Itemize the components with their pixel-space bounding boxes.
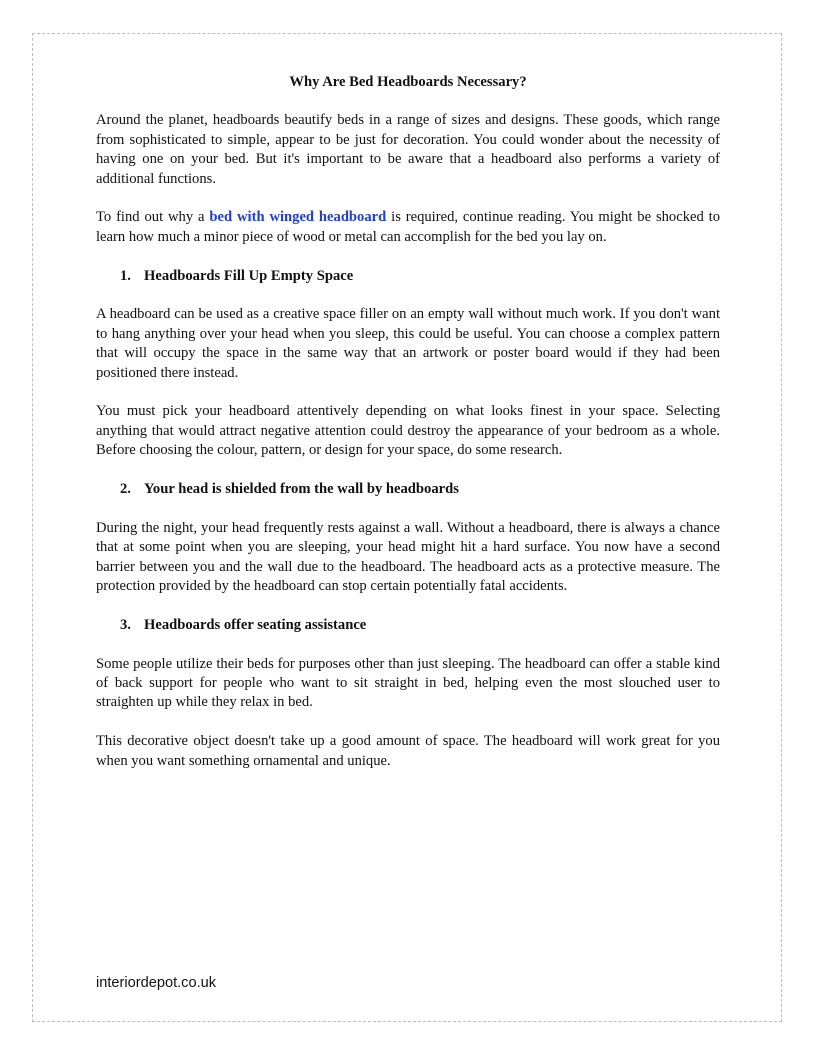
section-1-heading bbox=[120, 267, 720, 286]
section-3-heading-text: Headboards offer seating assistance bbox=[144, 616, 367, 633]
footer-website: interiordepot.co.uk bbox=[96, 975, 217, 991]
section-1-paragraph-1: A headboard can be used as a creative space filler on an empty wall without much work. If you don't want to hang anything over your head when you sleep, this could be useful. You can choose a complex pattern that will occupy the space in the same way that an artwork or poster board would if they had been positioned there instead. bbox=[96, 306, 720, 381]
document-body bbox=[96, 73, 720, 790]
section-2-paragraph-1: During the night, your head frequently rests against a wall. Without a headboard, there is always a chance that at some point when you are sleeping, your head might hit a hard surface. You now have a second barrier between you and the wall due to the headboard. The headboard acts as a protective measure. The protection provided by the headboard can stop certain potentially fatal accidents. bbox=[96, 519, 720, 595]
section-1-number: 1. bbox=[120, 267, 131, 284]
document-title: Why Are Bed Headboards Necessary? bbox=[289, 74, 527, 90]
section-2-heading-text: Your head is shielded from the wall by headboards bbox=[144, 481, 459, 498]
bed-with-winged-headboard-link[interactable]: bed with winged headboard bbox=[209, 209, 387, 226]
section-1-heading-text: Headboards Fill Up Empty Space bbox=[144, 267, 354, 284]
section-3-paragraph-2: This decorative object doesn't take up a good amount of space. The headboard will work great for you when you want something ornamental and unique. bbox=[96, 733, 720, 769]
section-3-heading bbox=[120, 616, 720, 635]
section-3-paragraph-1: Some people utilize their beds for purposes other than just sleeping. The headboard can offer a stable kind of back support for people who want to sit straight in bed, helping even the most slouched user to straighten up while they relax in bed. bbox=[96, 655, 720, 711]
link-paragraph-after: is required, continue reading. You might be shocked to learn how much a minor piece of wood or metal can accomplish for the bed you lay on. bbox=[96, 209, 721, 245]
intro-paragraph: Around the planet, headboards beautify beds in a range of sizes and designs. These goods, which range from sophisticated to simple, appear to be just for decoration. You could wonder about the necessity of having one on your bed. But it's important to be aware that a headboard also performs a variety of additional functions. bbox=[96, 112, 720, 187]
section-2-number: 2. bbox=[120, 481, 131, 498]
section-2-heading bbox=[120, 480, 720, 499]
section-1-paragraph-2: You must pick your headboard attentively depending on what looks finest in your space. Selecting anything that would attract negative attention could destroy the appearance of your bedroom as a whole. Before choosing the colour, pattern, or design for your space, do some research. bbox=[96, 403, 720, 459]
link-paragraph bbox=[96, 208, 720, 247]
section-3-number: 3. bbox=[120, 616, 131, 633]
link-paragraph-before: To find out why a bbox=[96, 209, 210, 226]
